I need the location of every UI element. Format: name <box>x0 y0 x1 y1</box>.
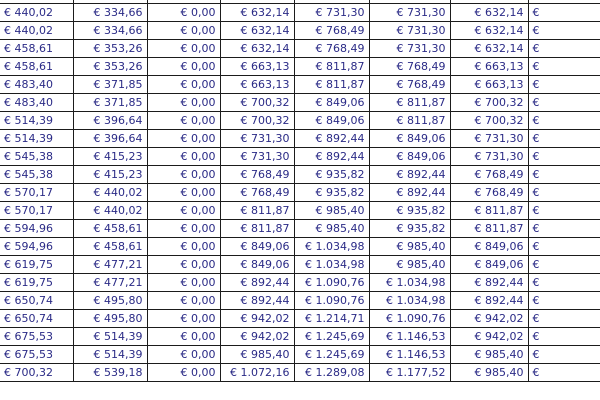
table-cell: € 1.034,98 <box>294 256 369 274</box>
table-cell: € 811,87 <box>294 58 369 76</box>
table-cell: € <box>528 148 600 166</box>
table-cell: € 1.034,98 <box>369 274 450 292</box>
table-cell: € <box>528 220 600 238</box>
table-cell: € <box>528 202 600 220</box>
table-cell: € 892,44 <box>369 184 450 202</box>
table-cell: € 892,44 <box>450 274 528 292</box>
table-cell: € 0,00 <box>147 238 220 256</box>
table-cell: € 632,14 <box>450 40 528 58</box>
table-row <box>0 346 600 364</box>
table-cell: € 0,00 <box>147 184 220 202</box>
table-row <box>0 130 600 148</box>
table-cell: € <box>528 166 600 184</box>
table-cell: € 570,17 <box>0 184 73 202</box>
table-cell: € 892,44 <box>220 274 294 292</box>
table-cell: € 663,13 <box>450 58 528 76</box>
table-row <box>0 364 600 382</box>
table-cell: € 0,00 <box>147 112 220 130</box>
table-row <box>0 112 600 130</box>
table-cell: € 811,87 <box>450 220 528 238</box>
table-cell: € 811,87 <box>450 202 528 220</box>
table-cell: € 935,82 <box>294 184 369 202</box>
table-cell: € 731,30 <box>220 148 294 166</box>
table-cell: € 353,26 <box>73 40 147 58</box>
table-cell: € <box>528 238 600 256</box>
table-cell: € 440,02 <box>0 4 73 22</box>
table-cell: € <box>528 310 600 328</box>
table-cell: € 731,30 <box>294 4 369 22</box>
table-row <box>0 58 600 76</box>
table-row <box>0 166 600 184</box>
table-cell: € 892,44 <box>294 148 369 166</box>
table-cell: € <box>528 22 600 40</box>
table-cell: € 477,21 <box>73 256 147 274</box>
table-cell: € 985,40 <box>450 346 528 364</box>
table-cell: € <box>528 4 600 22</box>
table-row <box>0 202 600 220</box>
table-cell: € 396,64 <box>73 112 147 130</box>
table-cell: € 458,61 <box>0 58 73 76</box>
table-cell: € 663,13 <box>220 58 294 76</box>
table-cell: € 768,49 <box>450 184 528 202</box>
table-cell: € 0,00 <box>147 256 220 274</box>
table-cell: € 440,02 <box>73 202 147 220</box>
table-cell: € 811,87 <box>369 94 450 112</box>
table-cell: € 514,39 <box>73 328 147 346</box>
table-row <box>0 94 600 112</box>
table-cell: € 495,80 <box>73 310 147 328</box>
table-cell: € 514,39 <box>73 346 147 364</box>
table-cell: € 619,75 <box>0 256 73 274</box>
table-cell: € 539,18 <box>73 364 147 382</box>
table-cell: € 0,00 <box>147 274 220 292</box>
table-cell: € 477,21 <box>73 274 147 292</box>
table-cell: € 334,66 <box>73 4 147 22</box>
table-cell: € 1.146,53 <box>369 328 450 346</box>
table-row <box>0 292 600 310</box>
table-cell: € 650,74 <box>0 310 73 328</box>
table-cell: € 935,82 <box>369 220 450 238</box>
table-cell: € 0,00 <box>147 292 220 310</box>
table-cell: € 1.090,76 <box>294 292 369 310</box>
table-cell: € 545,38 <box>0 166 73 184</box>
table-cell: € 811,87 <box>294 76 369 94</box>
table-cell: € 440,02 <box>0 22 73 40</box>
table-row <box>0 4 600 22</box>
table-cell: € 632,14 <box>220 40 294 58</box>
table-cell: € 731,30 <box>450 148 528 166</box>
table-cell: € 632,14 <box>450 22 528 40</box>
table-cell: € 353,26 <box>73 58 147 76</box>
table-cell: € 0,00 <box>147 94 220 112</box>
table-cell: € 700,32 <box>220 112 294 130</box>
table-cell: € 440,02 <box>73 184 147 202</box>
table-cell: € 650,74 <box>0 292 73 310</box>
table-cell: € 811,87 <box>369 112 450 130</box>
table-cell: € <box>528 76 600 94</box>
table-cell: € 1.245,69 <box>294 328 369 346</box>
table-cell: € 458,61 <box>73 238 147 256</box>
table-cell: € 0,00 <box>147 364 220 382</box>
table-cell: € 415,23 <box>73 148 147 166</box>
table-cell: € 768,49 <box>220 184 294 202</box>
table-cell: € 0,00 <box>147 220 220 238</box>
table-cell: € 1.214,71 <box>294 310 369 328</box>
table-cell: € 1.072,16 <box>220 364 294 382</box>
table-cell: € 849,06 <box>369 148 450 166</box>
table-cell: € 570,17 <box>0 202 73 220</box>
table-row <box>0 76 600 94</box>
table-cell: € <box>528 130 600 148</box>
table-cell: € <box>528 184 600 202</box>
table-cell: € 935,82 <box>369 202 450 220</box>
table-cell: € 892,44 <box>450 292 528 310</box>
table-cell: € 1.090,76 <box>294 274 369 292</box>
table-cell: € <box>528 112 600 130</box>
table-row <box>0 220 600 238</box>
table-cell: € 371,85 <box>73 94 147 112</box>
table-cell: € 675,53 <box>0 328 73 346</box>
table-cell: € 675,53 <box>0 346 73 364</box>
table-cell: € 731,30 <box>220 130 294 148</box>
table-cell: € 985,40 <box>369 238 450 256</box>
table-cell: € 700,32 <box>450 112 528 130</box>
table-cell: € 892,44 <box>369 166 450 184</box>
table-cell: € 415,23 <box>73 166 147 184</box>
table-cell: € 1.177,52 <box>369 364 450 382</box>
table-cell: € <box>528 292 600 310</box>
table-cell: € 700,32 <box>450 94 528 112</box>
table-row <box>0 328 600 346</box>
table-cell: € 619,75 <box>0 274 73 292</box>
table-cell: € 514,39 <box>0 130 73 148</box>
table-cell: € 483,40 <box>0 94 73 112</box>
table-cell: € 985,40 <box>294 220 369 238</box>
table-cell: € 985,40 <box>220 346 294 364</box>
table-cell: € <box>528 94 600 112</box>
table-cell: € 849,06 <box>369 130 450 148</box>
table-cell: € <box>528 328 600 346</box>
table-cell: € 849,06 <box>220 256 294 274</box>
table-row <box>0 40 600 58</box>
table-cell: € 594,96 <box>0 238 73 256</box>
table-cell: € 0,00 <box>147 76 220 94</box>
table-cell: € 1.090,76 <box>369 310 450 328</box>
table-cell: € 849,06 <box>294 112 369 130</box>
table-cell: € 768,49 <box>220 166 294 184</box>
table-cell: € 0,00 <box>147 346 220 364</box>
table-cell: € <box>528 346 600 364</box>
table-cell: € 768,49 <box>450 166 528 184</box>
table-cell: € 495,80 <box>73 292 147 310</box>
table-cell: € 811,87 <box>220 220 294 238</box>
table-cell: € 935,82 <box>294 166 369 184</box>
table-cell: € 0,00 <box>147 130 220 148</box>
table-cell: € 0,00 <box>147 148 220 166</box>
table-cell: € 731,30 <box>450 130 528 148</box>
table-cell: € 0,00 <box>147 58 220 76</box>
table-cell: € 1.289,08 <box>294 364 369 382</box>
table-cell: € 514,39 <box>0 112 73 130</box>
table-cell: € 1.034,98 <box>369 292 450 310</box>
table-cell: € 632,14 <box>450 4 528 22</box>
table-cell: € 1.146,53 <box>369 346 450 364</box>
table-cell: € 942,02 <box>220 328 294 346</box>
table-cell: € 942,02 <box>220 310 294 328</box>
table-cell: € 849,06 <box>294 94 369 112</box>
table-cell: € 0,00 <box>147 310 220 328</box>
table-row <box>0 274 600 292</box>
table-cell: € 768,49 <box>294 40 369 58</box>
table-cell: € 0,00 <box>147 40 220 58</box>
table-row <box>0 238 600 256</box>
table-row <box>0 256 600 274</box>
table-cell: € 1.034,98 <box>294 238 369 256</box>
table-cell: € 942,02 <box>450 328 528 346</box>
table-cell: € 663,13 <box>220 76 294 94</box>
table-cell: € 0,00 <box>147 166 220 184</box>
table-cell: € 632,14 <box>220 22 294 40</box>
table-cell: € 663,13 <box>450 76 528 94</box>
table-cell: € 768,49 <box>369 76 450 94</box>
table-cell: € 371,85 <box>73 76 147 94</box>
table-cell: € 892,44 <box>220 292 294 310</box>
table-cell: € <box>528 364 600 382</box>
table-cell: € 0,00 <box>147 328 220 346</box>
table-cell: € 811,87 <box>220 202 294 220</box>
table-cell: € 700,32 <box>220 94 294 112</box>
table-cell: € 396,64 <box>73 130 147 148</box>
table-cell: € 731,30 <box>369 22 450 40</box>
table-cell: € <box>528 58 600 76</box>
table-cell: € 0,00 <box>147 202 220 220</box>
table-cell: € 849,06 <box>450 256 528 274</box>
table-cell: € <box>528 274 600 292</box>
table-cell: € 545,38 <box>0 148 73 166</box>
table-cell: € 0,00 <box>147 22 220 40</box>
table-cell: € 942,02 <box>450 310 528 328</box>
table-row <box>0 148 600 166</box>
table-cell: € 1.245,69 <box>294 346 369 364</box>
table-cell: € 594,96 <box>0 220 73 238</box>
table-cell: € 849,06 <box>220 238 294 256</box>
table-cell: € 731,30 <box>369 4 450 22</box>
table-cell: € 483,40 <box>0 76 73 94</box>
table-cell: € 985,40 <box>450 364 528 382</box>
table-cell: € 458,61 <box>0 40 73 58</box>
table-cell: € 731,30 <box>369 40 450 58</box>
table-cell: € 0,00 <box>147 4 220 22</box>
table-cell: € 985,40 <box>369 256 450 274</box>
table-cell: € 458,61 <box>73 220 147 238</box>
table-row <box>0 184 600 202</box>
table-cell: € 700,32 <box>0 364 73 382</box>
table-cell: € <box>528 40 600 58</box>
table-cell: € 334,66 <box>73 22 147 40</box>
table-cell: € 768,49 <box>294 22 369 40</box>
table-row <box>0 310 600 328</box>
table-row <box>0 22 600 40</box>
table-cell: € 849,06 <box>450 238 528 256</box>
table-cell: € 768,49 <box>369 58 450 76</box>
table-cell: € 892,44 <box>294 130 369 148</box>
table-cell: € 985,40 <box>294 202 369 220</box>
table-cell: € <box>528 256 600 274</box>
table-cell: € 632,14 <box>220 4 294 22</box>
